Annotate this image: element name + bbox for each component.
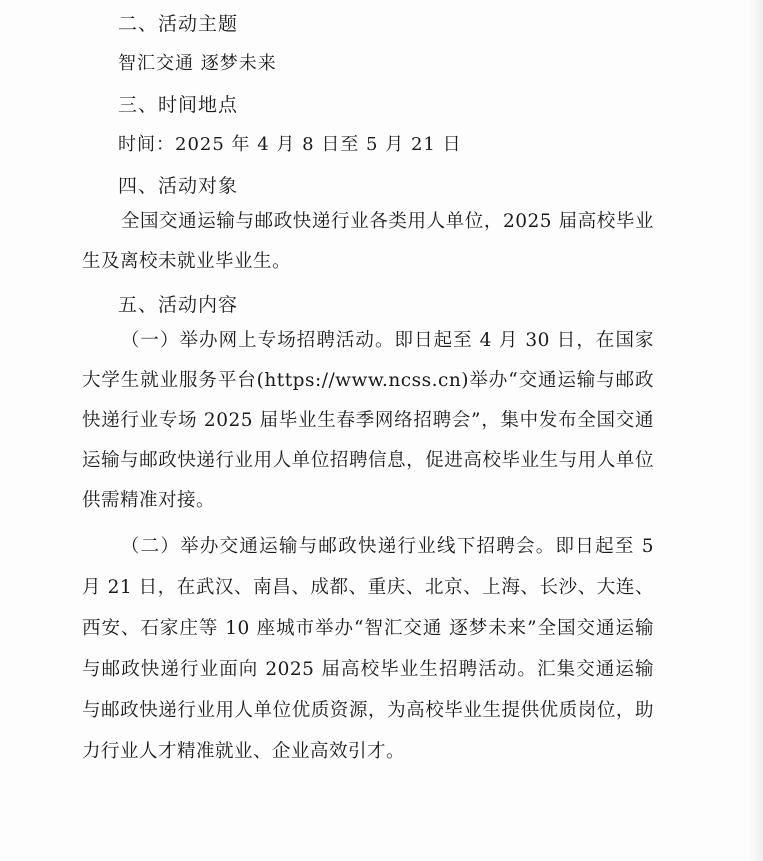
section2-text: 智汇交通 逐梦未来 xyxy=(118,53,277,74)
section3-heading: 三、时间地点 xyxy=(118,94,239,116)
page-edge-shadow xyxy=(749,0,763,861)
section4-heading: 四、活动对象 xyxy=(118,175,239,197)
section5-heading: 五、活动内容 xyxy=(118,294,239,316)
section5-item2-paragraph: （二）举办交通运输与邮政快递行业线下招聘会。即日起至 5 月 21 日，在武汉、南昌、成都、重庆、北京、上海、长沙、大连、西安、石家庄等 10 座城市举办“智汇交通 逐梦未来”全国交通运输与邮政快递行业面向 2025 届高校毕业生招聘活动。汇集交通运输与邮政快递行业用人单位优质资源，为高校毕业生提供优质岗位，助力行业人才精准就业、企业高效引才。 xyxy=(82,536,654,762)
section5-item1-paragraph: （一）举办网上专场招聘活动。即日起至 4 月 30 日，在国家大学生就业服务平台(https://www.ncss.cn)举办“交通运输与邮政快递行业专场 2025 届毕业生春季网络招聘会”，集中发布全国交通运输与邮政快递行业用人单位招聘信息，促进高校毕业生与用人单位供需精准对接。 xyxy=(82,330,654,511)
section4-paragraph: 全国交通运输与邮政快递行业各类用人单位，2025 届高校毕业生及离校未就业毕业生。 xyxy=(82,211,654,272)
section2-heading: 二、活动主题 xyxy=(118,13,239,35)
section3-text: 时间：2025 年 4 月 8 日至 5 月 21 日 xyxy=(118,134,462,155)
